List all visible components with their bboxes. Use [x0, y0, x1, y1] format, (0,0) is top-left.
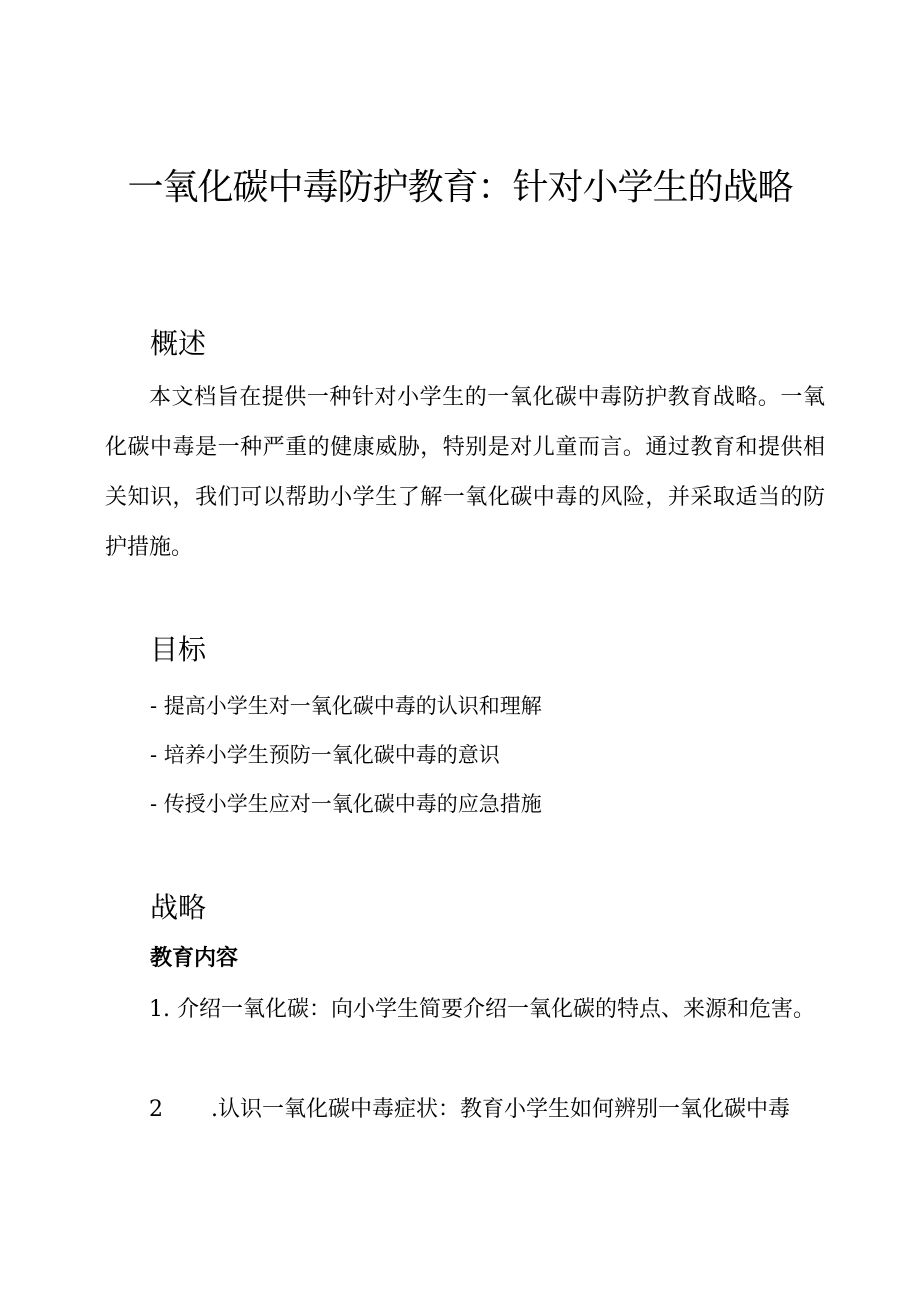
education-content-subheading: 教育内容 — [150, 946, 239, 971]
strategy-step — [105, 988, 825, 1032]
overview-heading: 概述 — [150, 327, 207, 360]
document-title: 一氧化碳中毒防护教育：针对小学生的战略 — [127, 167, 793, 208]
strategy-step — [105, 1088, 825, 1132]
goal-item: - 培养小学生预防一氧化碳中毒的意识 — [150, 743, 500, 767]
goals-heading: 目标 — [150, 633, 207, 666]
goal-item: - 提高小学生对一氧化碳中毒的认识和理解 — [150, 694, 542, 718]
goal-item: - 传授小学生应对一氧化碳中毒的应急措施 — [150, 792, 542, 816]
strategy-heading: 战略 — [150, 891, 207, 924]
step-number: 2 — [149, 1097, 163, 1122]
step-number: 1 — [149, 997, 163, 1022]
step-text: . 介绍一氧化碳：向小学生简要介绍一氧化碳的特点、来源和危害。 — [163, 997, 815, 1022]
overview-paragraph: 本文档旨在提供一种针对小学生的一氧化碳中毒防护教育战略。一氧化碳中毒是一种严重的健康威胁，特别是对儿童而言。通过教育和提供相关知识，我们可以帮助小学生了解一氧化碳中毒的风险，并采取适当的防护措施。 — [105, 385, 825, 560]
goals-list — [150, 682, 542, 829]
step-text: .认识一氧化碳中毒症状：教育小学生如何辨别一氧化碳中毒 — [211, 1097, 790, 1122]
